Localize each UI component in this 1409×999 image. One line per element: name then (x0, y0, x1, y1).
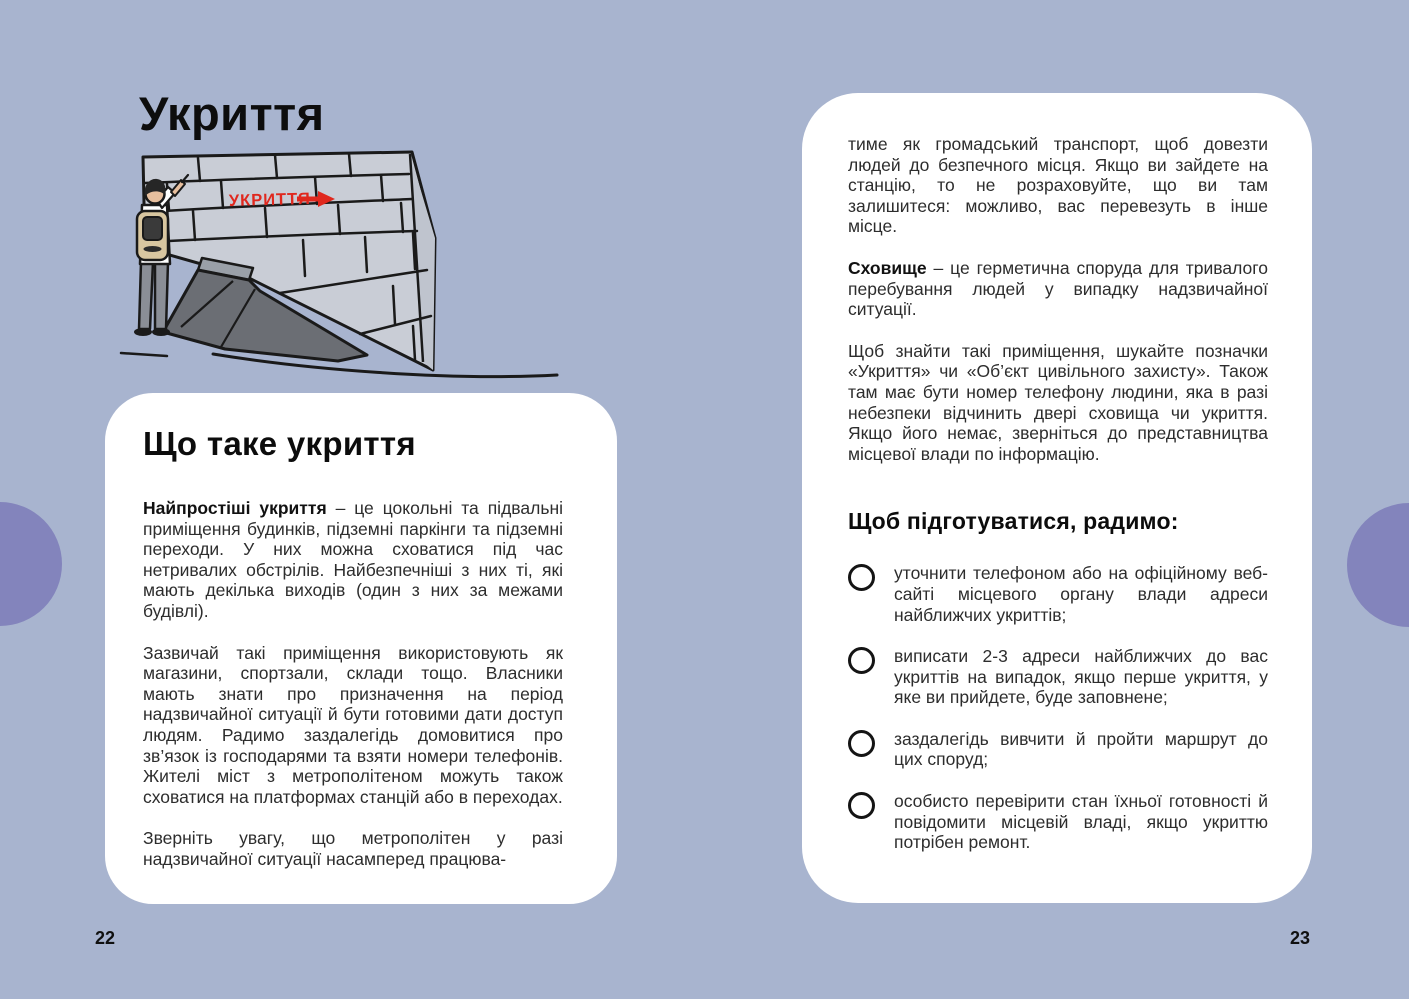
ground-line (213, 354, 557, 377)
left-text-card (105, 393, 617, 904)
shoe (134, 328, 152, 336)
paragraph (143, 828, 563, 869)
paragraph-bold-lead: Сховище (848, 257, 927, 278)
ground-line-small (121, 353, 167, 356)
checkbox-circle-icon (848, 564, 875, 591)
paragraph (848, 258, 1268, 320)
right-text-card (802, 93, 1312, 903)
paragraph (848, 341, 1268, 465)
paragraph-bold-lead: Найпростіші укриття (143, 498, 327, 518)
checklist-item-text: уточнити телефоном або на офіційному веб-сайті місцевого органу влади адреси найближчих укриттів; (894, 563, 1268, 625)
paragraph-text: тиме як громадський транспорт, щоб довезти людей до безпечного місця. Якщо ви зайдете на станцію, то не розраховуйте, що ви там залишитеся: можливо, вас перевезуть в інше місце. (848, 134, 1268, 237)
paragraph-text: – це цокольні та підвальні приміщення будинків, підземні паркінги та підземні переходи. У них можна сховатися під час нетривалих обстрілів. Найбезпечніші з них ті, які мають декілька виходів (один з них за межами будівлі). (143, 498, 563, 621)
paragraph-text: Щоб знайти такі приміщення, шукайте позначки «Укриття» чи «Об’єкт цивільного захисту». Також там має бути номер телефону людини, яка в разі небезпеки відчинить двері сховища чи укриття. Якщо його немає, зверніться до представництва місцевої влади по інформацію. (848, 340, 1268, 464)
shoe (152, 328, 170, 336)
section-heading: Що таке укриття (143, 425, 416, 462)
paragraph-text: – це герметична споруда для тривалого перебування людей у випадку надзвичайної ситуації. (848, 257, 1268, 320)
checklist-item (848, 729, 1268, 770)
paragraph-text: Зверніть увагу, що метрополітен у разі надзвичайної ситуації насамперед працюва- (143, 828, 563, 869)
checklist-item (848, 563, 1268, 625)
checklist-item (848, 646, 1268, 708)
checklist-item-text: заздалегідь вивчити й пройти маршрут до цих споруд; (894, 728, 1268, 770)
checkbox-circle-icon (848, 730, 875, 757)
page-number-right: 23 (1290, 928, 1311, 948)
checklist-item (848, 791, 1268, 853)
shelter-wall-illustration (105, 148, 565, 388)
paragraph (143, 498, 563, 622)
paragraph (848, 134, 1268, 237)
checklist-item-text: виписати 2-3 адреси найближчих до вас укриттів на випадок, якщо перше укриття, у яке ви прийдете, буде заповнене; (894, 646, 1268, 708)
page-title: Укриття (139, 87, 325, 140)
page-number-left: 22 (95, 928, 116, 948)
checkbox-circle-icon (848, 792, 875, 819)
checkbox-circle-icon (848, 647, 875, 674)
checklist-heading: Щоб підготуватися, радимо: (848, 508, 1179, 535)
paragraph (143, 643, 563, 808)
checklist-item-text: особисто перевірити стан їхньої готовності й повідомити місцевій владі, якщо укриттю потрібен ремонт. (894, 791, 1268, 853)
accent-semicircle-left (0, 502, 62, 626)
accent-semicircle-right (1347, 503, 1409, 627)
shelter-sign-text: УКРИТТЯ (228, 189, 312, 210)
paragraph-text: Зазвичай такі приміщення використовують як магазини, спортзали, склади тощо. Власники мають знати про призначення на період надзвичайної ситуації й бути готовими дати доступ людям. Радимо заздалегідь домовитися про зв’язок із господарями та взяти номери телефонів. Жителі міст з метрополітеном можуть також сховатися на платформах станцій або в переходах. (143, 642, 563, 807)
